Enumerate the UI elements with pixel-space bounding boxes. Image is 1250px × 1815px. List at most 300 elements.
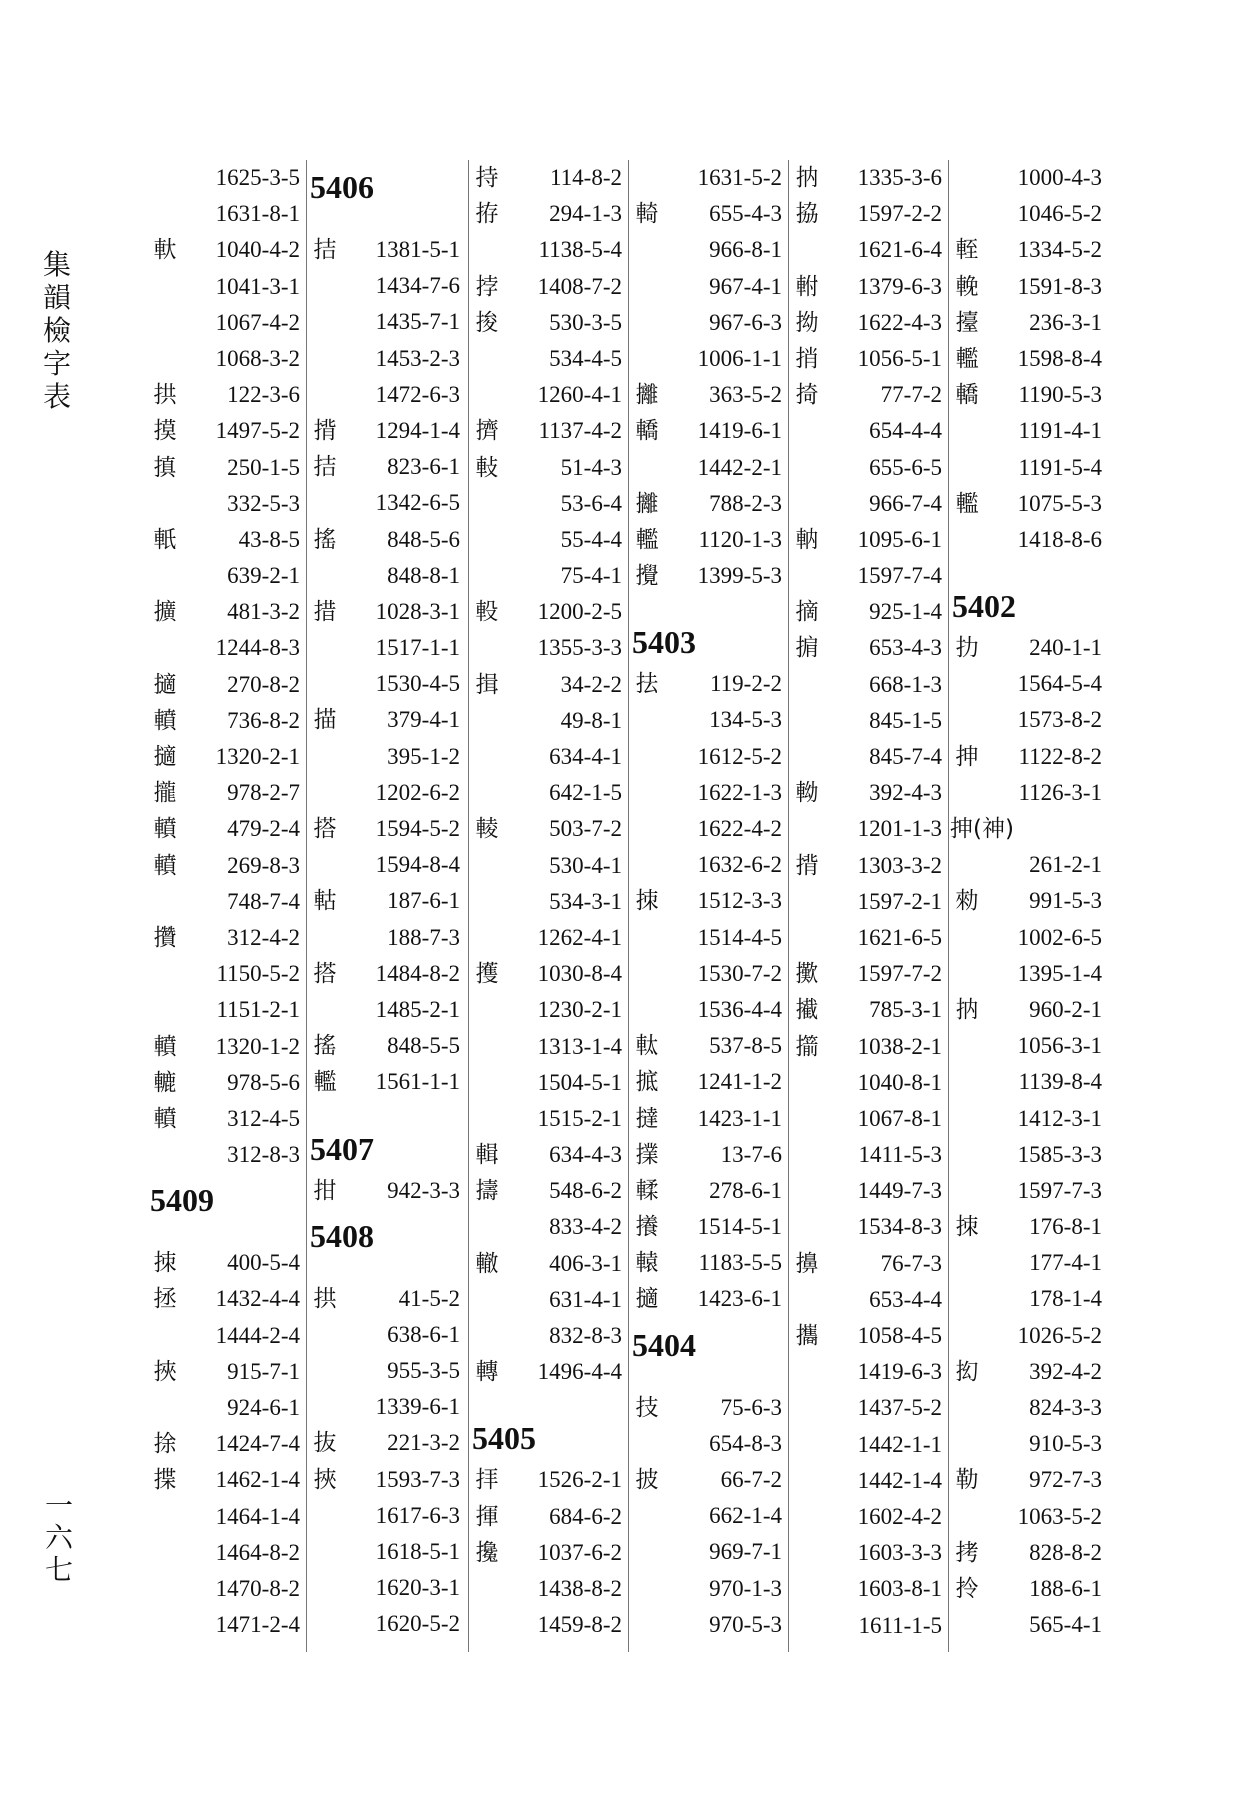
entry-reference: 75-6-3	[720, 1394, 782, 1420]
entry-reference: 1512-3-3	[697, 888, 782, 914]
entry-character: 抻	[955, 743, 979, 770]
entry-character: 轞	[635, 526, 659, 553]
entry-reference: 1471-2-4	[215, 1612, 300, 1638]
index-entry	[630, 883, 790, 919]
index-entry	[950, 1499, 1110, 1535]
entry-reference: 1442-1-1	[857, 1431, 942, 1457]
index-column-1	[148, 160, 308, 1643]
index-entry	[790, 1535, 950, 1571]
entry-reference: 1408-7-2	[537, 273, 622, 299]
index-entry	[630, 341, 790, 377]
entry-reference: 1419-6-1	[697, 418, 782, 444]
index-entry	[148, 305, 308, 341]
index-entry	[790, 1571, 950, 1607]
index-entry	[790, 377, 950, 413]
index-entry	[308, 666, 468, 702]
entry-reference: 655-4-3	[709, 201, 782, 227]
entry-character: 技	[635, 1394, 659, 1421]
entry-character: 揮	[475, 1503, 499, 1530]
entry-reference: 1058-4-5	[857, 1323, 942, 1348]
index-entry	[630, 269, 790, 305]
entry-reference: 1320-2-1	[215, 744, 300, 769]
entry-reference: 1294-1-4	[375, 417, 460, 443]
entry-character: 輯	[475, 1142, 499, 1169]
entry-character: 轍	[475, 1250, 499, 1277]
entry-character: 拎	[955, 1575, 979, 1602]
entry-reference: 1260-4-1	[537, 382, 622, 408]
index-entry	[148, 1426, 308, 1462]
entry-character: 拵	[475, 201, 499, 228]
entry-reference: 1095-6-1	[857, 526, 942, 552]
index-entry	[950, 883, 1110, 919]
entry-character: 揹	[313, 417, 337, 444]
index-entry	[148, 1029, 308, 1065]
entry-character: 措	[313, 598, 337, 625]
index-entry	[148, 232, 308, 268]
entry-character: 輘	[475, 816, 499, 843]
index-entry	[148, 269, 308, 305]
entry-character: 搭	[313, 816, 337, 842]
index-entry	[790, 956, 950, 992]
entry-reference: 1597-2-1	[857, 888, 942, 914]
entry-reference: 13-7-6	[720, 1141, 782, 1167]
index-entry	[950, 775, 1110, 811]
entry-reference: 406-3-1	[549, 1250, 622, 1276]
index-entry	[630, 956, 790, 992]
index-entry	[630, 196, 790, 232]
entry-reference: 1485-2-1	[375, 996, 460, 1022]
index-entry	[308, 1281, 468, 1317]
entry-character: 擤	[795, 1250, 819, 1277]
entry-reference: 1381-5-1	[375, 237, 460, 262]
index-entry	[790, 1209, 950, 1245]
entry-character: 轅	[635, 1250, 659, 1277]
index-entry	[308, 847, 468, 883]
index-entry	[470, 1065, 630, 1101]
entry-reference: 312-4-5	[227, 1105, 300, 1131]
entry-character: 拷	[955, 1539, 979, 1566]
index-entry	[950, 739, 1110, 775]
index-entry	[630, 775, 790, 811]
entry-reference: 1496-4-4	[537, 1359, 622, 1385]
index-entry	[308, 449, 468, 485]
entry-reference: 924-6-1	[227, 1395, 300, 1420]
side-title-char: 字	[42, 347, 71, 380]
index-entry	[470, 594, 630, 630]
index-entry	[148, 1245, 308, 1281]
entry-reference: 1617-6-3	[375, 1502, 460, 1528]
entry-character: 軑	[153, 237, 177, 264]
index-entry	[950, 450, 1110, 486]
index-entry	[950, 522, 1110, 558]
entry-reference: 1423-1-1	[697, 1105, 782, 1131]
index-entry	[630, 739, 790, 775]
entry-reference: 1434-7-6	[375, 273, 460, 299]
index-entry	[308, 1462, 468, 1498]
index-entry	[148, 413, 308, 449]
entry-character: 拝	[475, 1467, 499, 1494]
index-entry	[470, 269, 630, 305]
index-entry	[950, 232, 1110, 268]
index-entry	[470, 486, 630, 522]
index-entry	[950, 196, 1110, 232]
entry-character: 轒	[153, 1105, 177, 1132]
entry-reference: 1201-1-3	[857, 816, 942, 842]
entry-character: 搷	[153, 454, 177, 481]
entry-reference: 639-2-1	[227, 563, 300, 589]
entry-reference: 748-7-4	[227, 888, 300, 914]
entry-reference: 833-4-2	[549, 1214, 622, 1240]
entry-character: 捘	[475, 309, 499, 336]
index-entry	[148, 341, 308, 377]
entry-reference: 1470-8-2	[215, 1575, 300, 1601]
page-number-char: 六	[44, 1521, 73, 1554]
entry-reference: 1190-5-3	[1018, 382, 1102, 408]
entry-character: 軚	[635, 1033, 659, 1060]
index-entry	[950, 1390, 1110, 1426]
entry-reference: 261-2-1	[1029, 852, 1102, 878]
index-column-6	[950, 160, 1110, 1643]
page-number-char: 一	[44, 1489, 73, 1522]
index-entry	[790, 1029, 950, 1065]
side-title-char: 韻	[42, 281, 71, 314]
entry-reference: 828-8-2	[1029, 1539, 1102, 1565]
entry-reference: 1435-7-1	[375, 309, 460, 335]
entry-reference: 1040-8-1	[857, 1069, 942, 1095]
index-entry	[950, 847, 1110, 883]
entry-reference: 363-5-2	[709, 382, 782, 408]
index-entry	[950, 702, 1110, 738]
index-entry	[790, 1282, 950, 1318]
index-entry	[308, 1317, 468, 1353]
entry-reference: 177-4-1	[1029, 1250, 1102, 1276]
entry-reference: 530-3-5	[549, 309, 622, 335]
entry-character: 抐	[795, 165, 819, 191]
entry-reference: 236-3-1	[1029, 309, 1102, 335]
entry-reference: 503-7-2	[549, 816, 622, 842]
entry-reference: 1620-5-2	[375, 1611, 460, 1637]
entry-character: 軙	[475, 454, 499, 481]
entry-character: 掮	[795, 635, 819, 662]
index-entry	[630, 1607, 790, 1643]
entry-reference: 1598-8-4	[1017, 345, 1102, 371]
index-entry	[630, 1281, 790, 1317]
entry-character: 擹	[795, 961, 819, 988]
entry-reference: 967-6-3	[709, 309, 782, 335]
entry-character: 揲	[153, 1467, 177, 1494]
entry-reference: 1526-2-1	[537, 1467, 622, 1493]
entry-reference: 668-1-3	[869, 671, 942, 697]
entry-character: 揖	[475, 671, 499, 698]
index-entry	[790, 992, 950, 1028]
index-entry	[630, 1245, 790, 1281]
index-entry	[630, 1101, 790, 1137]
index-entry	[308, 413, 468, 449]
index-entry	[950, 1101, 1110, 1137]
index-entry	[308, 739, 468, 775]
entry-reference: 1006-1-1	[697, 345, 782, 371]
entry-reference: 1514-5-1	[697, 1214, 782, 1240]
entry-character: 軝	[153, 526, 177, 553]
entry-reference: 662-1-4	[709, 1503, 782, 1529]
entry-reference: 1355-3-3	[537, 635, 622, 661]
entry-character: 軵	[795, 273, 819, 300]
entry-reference: 278-6-1	[709, 1177, 782, 1203]
index-entry	[630, 558, 790, 594]
index-entry	[630, 811, 790, 847]
entry-reference: 654-8-3	[709, 1430, 782, 1456]
entry-reference: 1037-6-2	[537, 1539, 622, 1565]
entry-character: 軪	[795, 780, 819, 807]
index-entry	[470, 848, 630, 884]
index-entry	[790, 1173, 950, 1209]
index-entry	[470, 811, 630, 847]
entry-reference: 736-8-2	[227, 707, 300, 733]
entry-reference: 955-3-5	[387, 1358, 460, 1384]
entry-character: 軜	[795, 526, 819, 553]
index-entry	[148, 1535, 308, 1571]
entry-reference: 1453-2-3	[375, 345, 460, 371]
index-entry	[308, 341, 468, 377]
index-column-5	[790, 160, 950, 1644]
column-divider	[788, 160, 789, 1652]
entry-reference: 1395-1-4	[1017, 960, 1102, 986]
entry-reference: 1618-5-1	[375, 1539, 460, 1564]
index-entry	[950, 377, 1110, 413]
section-heading: 5409	[150, 1182, 214, 1219]
entry-reference: 631-4-1	[549, 1286, 622, 1312]
index-entry	[630, 305, 790, 341]
entry-reference: 1462-1-4	[215, 1467, 300, 1493]
index-entry	[308, 956, 468, 992]
index-entry	[470, 992, 630, 1028]
entry-reference: 481-3-2	[227, 599, 300, 625]
index-entry	[470, 1318, 630, 1354]
index-entry	[790, 848, 950, 884]
entry-reference: 848-8-1	[387, 562, 460, 588]
entry-reference: 1139-8-4	[1018, 1069, 1102, 1095]
entry-reference: 1530-4-5	[375, 671, 460, 697]
entry-reference: 942-3-3	[387, 1177, 460, 1203]
entry-reference: 1442-2-1	[697, 454, 782, 480]
index-entry	[470, 1571, 630, 1607]
entry-reference: 1472-6-3	[375, 381, 460, 407]
index-entry	[148, 775, 308, 811]
entry-reference: 1056-3-1	[1017, 1033, 1102, 1059]
entry-reference: 653-4-3	[869, 635, 942, 661]
entry-character: 拯	[153, 1286, 177, 1313]
entry-reference: 1585-3-3	[1017, 1141, 1102, 1167]
entry-reference: 51-4-3	[560, 454, 622, 480]
index-entry	[470, 884, 630, 920]
side-title-char: 檢	[42, 314, 71, 347]
entry-reference: 960-2-1	[1029, 996, 1102, 1022]
index-entry	[630, 160, 790, 196]
entry-reference: 1444-2-4	[215, 1322, 300, 1348]
index-entry	[790, 1427, 950, 1463]
index-entry	[308, 1389, 468, 1425]
entry-reference: 122-3-6	[227, 382, 300, 408]
index-entry	[308, 702, 468, 738]
entry-character: 拱	[153, 382, 177, 409]
index-entry	[470, 1607, 630, 1643]
entry-reference: 1612-5-2	[697, 743, 782, 769]
entry-reference: 534-3-1	[549, 888, 622, 914]
index-entry	[950, 160, 1110, 196]
index-entry	[790, 305, 950, 341]
index-entry	[790, 1463, 950, 1499]
index-column-3	[470, 160, 630, 1643]
entry-reference: 634-4-1	[549, 744, 622, 769]
entry-reference: 1126-3-1	[1018, 779, 1102, 805]
index-entry	[950, 413, 1110, 449]
entry-reference: 845-1-5	[869, 707, 942, 733]
entry-reference: 1573-8-2	[1017, 707, 1102, 733]
entry-reference: 1622-4-3	[857, 309, 942, 335]
index-entry	[790, 630, 950, 666]
entry-reference: 1536-4-4	[697, 996, 782, 1022]
index-entry	[470, 1499, 630, 1535]
index-entry	[148, 811, 308, 847]
index-entry	[308, 232, 468, 268]
entry-reference: 925-1-4	[869, 599, 942, 625]
column-divider	[628, 160, 629, 1652]
entry-character: 拱	[313, 1285, 337, 1312]
index-entry	[148, 1499, 308, 1535]
entry-reference: 978-5-6	[227, 1069, 300, 1095]
entry-reference: 1000-4-3	[1017, 165, 1102, 190]
entry-reference: 1597-2-2	[857, 201, 942, 227]
entry-character: 拺	[955, 1214, 979, 1241]
entry-character: 搖	[313, 1033, 337, 1060]
index-entry	[148, 1318, 308, 1354]
entry-character: 攁	[635, 1214, 659, 1241]
entry-character: 擡	[955, 309, 979, 336]
index-entry	[630, 1173, 790, 1209]
entry-reference: 1597-7-4	[857, 563, 942, 589]
index-entry	[308, 1498, 468, 1534]
index-entry	[470, 956, 630, 992]
index-entry	[630, 1028, 790, 1064]
index-entry	[470, 667, 630, 703]
index-entry	[148, 1101, 308, 1137]
entry-character: 抝	[955, 1358, 979, 1385]
index-entry	[308, 920, 468, 956]
entry-reference: 1320-1-2	[215, 1033, 300, 1059]
entry-character: 攜	[795, 1323, 819, 1349]
index-entry	[470, 522, 630, 558]
entry-reference: 1303-3-2	[857, 852, 942, 878]
entry-reference: 684-6-2	[549, 1503, 622, 1529]
entry-reference: 1449-7-3	[857, 1178, 942, 1204]
index-entry	[790, 739, 950, 775]
index-entry	[148, 1137, 308, 1173]
entry-reference: 788-2-3	[709, 490, 782, 516]
entry-reference: 66-7-2	[720, 1467, 782, 1492]
entry-reference: 534-4-5	[549, 345, 622, 371]
entry-character: 搭	[313, 960, 337, 987]
entry-character: 揹	[795, 852, 819, 879]
column-divider	[948, 160, 949, 1652]
index-entry	[470, 920, 630, 956]
index-entry	[950, 1354, 1110, 1390]
index-entry	[308, 1064, 468, 1100]
entry-character: 輓	[955, 273, 979, 300]
index-entry	[950, 1064, 1110, 1100]
entry-reference: 1068-3-2	[215, 345, 300, 371]
section-heading: 5406	[310, 169, 374, 205]
index-entry	[950, 1318, 1110, 1354]
entry-reference: 915-7-1	[227, 1358, 300, 1384]
entry-character: 挾	[153, 1358, 177, 1385]
section-heading: 5403	[632, 624, 696, 661]
side-title	[40, 248, 74, 413]
index-entry	[630, 1462, 790, 1498]
entry-reference: 634-4-3	[549, 1142, 622, 1168]
entry-reference: 638-6-1	[387, 1321, 460, 1347]
entry-reference: 1602-4-2	[857, 1503, 942, 1529]
index-entry	[308, 992, 468, 1028]
entry-character: 拺	[153, 1250, 177, 1277]
index-entry	[790, 1065, 950, 1101]
entry-reference: 188-6-1	[1029, 1575, 1102, 1601]
entry-character: 擠	[475, 418, 499, 445]
index-entry	[308, 377, 468, 413]
index-entry	[148, 377, 308, 413]
entry-reference: 1191-5-4	[1018, 454, 1102, 480]
entry-character: 軗	[475, 599, 499, 626]
entry-reference: 1593-7-3	[375, 1466, 460, 1492]
index-entry	[950, 1571, 1110, 1607]
entry-character: 轒	[153, 707, 177, 734]
entry-character: 拑	[313, 1177, 337, 1204]
entry-reference: 1497-5-2	[215, 418, 300, 444]
entry-reference: 1517-1-1	[375, 635, 460, 661]
index-entry	[148, 920, 308, 956]
entry-reference: 294-1-3	[549, 201, 622, 227]
index-entry	[790, 413, 950, 449]
entry-reference: 178-1-4	[1029, 1286, 1102, 1312]
index-entry	[630, 702, 790, 738]
entry-reference: 910-5-3	[1029, 1431, 1102, 1457]
entry-character: 拗	[795, 309, 819, 336]
entry-reference: 1438-8-2	[537, 1575, 622, 1601]
entry-reference: 1437-5-2	[857, 1395, 942, 1421]
entry-reference: 392-4-2	[1029, 1358, 1102, 1384]
entry-reference: 1603-3-3	[857, 1540, 942, 1566]
index-entry	[470, 232, 630, 268]
index-entry	[148, 1607, 308, 1643]
index-entry	[630, 1498, 790, 1534]
entry-character: 抜	[313, 1430, 337, 1457]
entry-reference: 1120-1-3	[698, 526, 782, 552]
entry-character: 拮	[313, 454, 337, 481]
side-title-char: 集	[42, 248, 71, 281]
entry-reference: 1603-8-1	[857, 1576, 942, 1602]
entry-reference: 642-1-5	[549, 780, 622, 806]
index-entry	[630, 377, 790, 413]
entry-reference: 188-7-3	[387, 924, 460, 950]
index-entry	[630, 1137, 790, 1173]
entry-reference: 332-5-3	[227, 490, 300, 516]
entry-character: 擿	[153, 671, 177, 698]
entry-reference: 1342-6-5	[375, 490, 460, 516]
side-title-char: 表	[42, 380, 71, 413]
entry-reference: 1514-4-5	[697, 924, 782, 950]
index-entry	[470, 196, 630, 232]
entry-reference: 966-7-4	[869, 490, 942, 516]
index-entry	[470, 1282, 630, 1318]
